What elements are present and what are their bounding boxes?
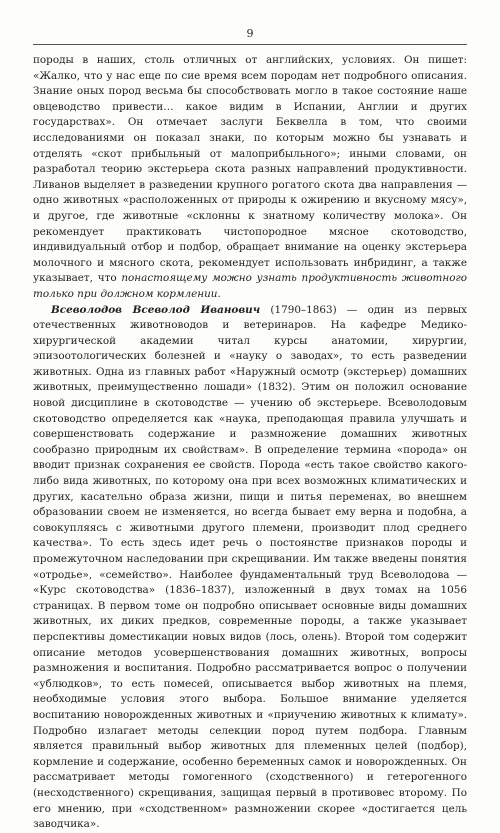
paragraph-livanov-italic: понастоящему можно узнать продуктивность животного только при должном кормлении. — [33, 272, 468, 300]
paragraph-livanov — [33, 53, 467, 303]
page-header — [33, 28, 467, 45]
paragraph-vsevolodov-text: (1790–1863) — один из первых отечественных животноводов и ветеринаров. На кафедре Медико-хирургической академии читал курсы анатомии, хирургии, эпизоотологических болезней и «науку о заводах», то есть разведении животных. Одна из главных работ «Наружный осмотр (экстерьер) домашних животных, преимущественно лошади» (1832). Этим он положил основание новой дисциплине в скотоводстве — учению об экстерьере. Всеволодовым скотоводство определяется как «наука, преподающая правила улучшать и совершенствовать содержание и размножение домашних животных сообразно природным их свойствам». В определение термина «порода» он вводит признак сохранения ее свойств. Порода «есть такое свойство какого-либо вида животных, по которому она при всех возможных климатических и других, касательно образа жизни, пищи и питья переменах, во внешнем образовании своем не изменяется, но всегда бывает ему верна и подобна, а совокупляясь с животными другого племени, производит плод среднего качества». То есть здесь идет речь о постоянстве признаков породы и промежуточном наследовании при скрещивании. Им также введены понятия «отродье», «семейство». Наиболее фундаментальный труд Всеволодова — «Курс скотоводства» (1836–1837), изложенный в двух томах на 1056 страницах. В первом томе он подробно описывает основные виды домашних животных, их диких предков, современные породы, а также указывает перспективы доместикации новых видов (лось, олень). Второй том содержит описание методов усовершенствования домашних животных, вопросы размножения и воспитания. Подробно рассматривается вопрос о получении «ублюдков», то есть помесей, описывается выбор животных на племя, необходимые условия этого выбора. Большое внимание уделяется воспитанию новорожденных животных и «приучению животных к климату». Подробно излагает методы селекции пород путем подбора. Главным является правильный выбор животных для племенных целей (подбор), кормление и содержание, особенно беременных самок и новорожденных. Он рассматривает методы гомогенного (сходственного) и гетерогенного (несходственного) скрещивания, защищая первый в противовес второму. По его мнению, при «сходственном» размножении скорее «достигается цель заводчика». — [33, 303, 467, 831]
paragraph-livanov-text: породы в наших, столь отличных от английских, условиях. Он пишет: «Жалко, что у нас еще по сие время всем породам нет подробного описания. Знание оных пород весьма бы способствовать могло в такое состояние наше овцеводство привести… какое видим в Испании, Англии и других государствах». Он отмечает заслуги Беквелла в том, что своими исследованиями он показал знаки, по которым можно бы узнавать и отделять «скот прибыльный от малоприбыльного»; иными словами, он разработал теорию экстерьера скота разных направлений продуктивности. Ливанов выделяет в разведении крупного рогатого скота два направления — одно животных «расположенных от природы к ожирению и вкусному мясу», и другое, где животные «склонны к знатному количеству молока». Он рекомендует практиковать чистопородное мясное скотоводство, индивидуальный отбор и подбор, обращает внимание на оценку экстерьера молочного и мясного скота, рекомендует использовать инбридинг, а также указывает, что — [33, 54, 467, 285]
body-text — [33, 53, 467, 833]
person-name: Всеволодов Всеволод Иванович — [51, 303, 261, 316]
page-number: 9 — [246, 27, 254, 40]
paragraph-vsevolodov — [33, 303, 467, 833]
